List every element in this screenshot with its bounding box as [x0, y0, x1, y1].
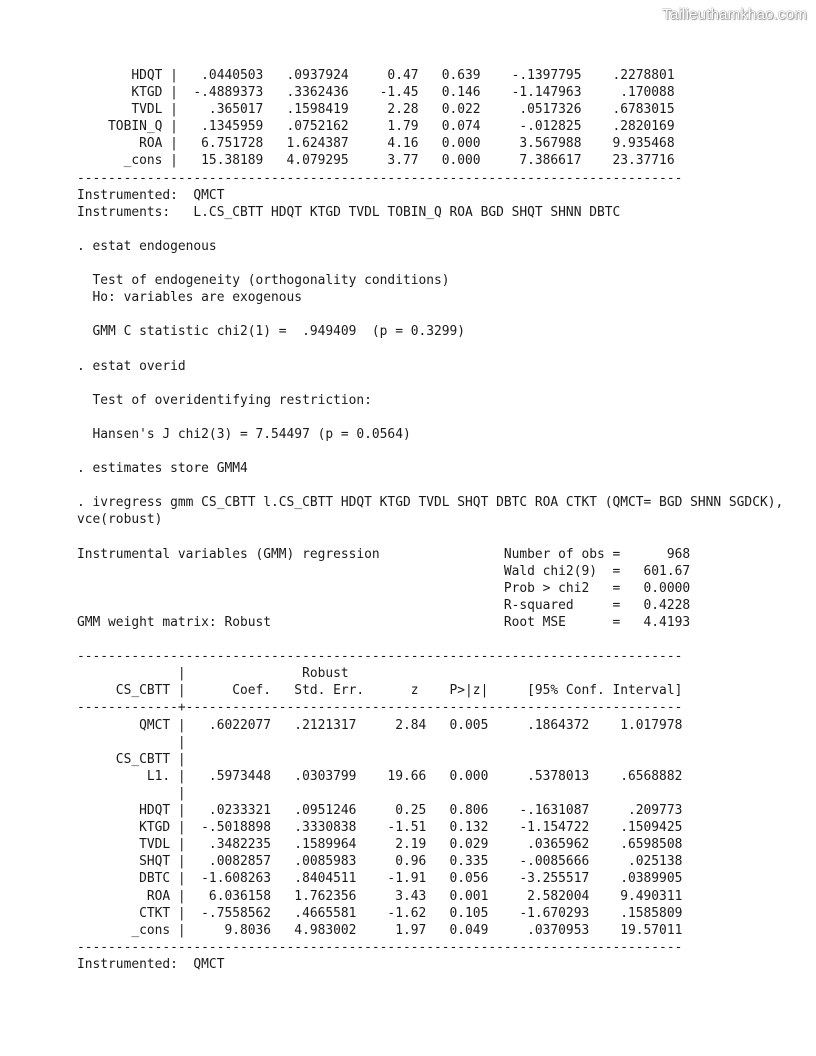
- output-line: CS_CBTT |: [77, 751, 186, 767]
- output-line: QMCT | .6022077 .2121317 2.84 0.005 .1864372 1.017978: [77, 717, 683, 733]
- output-line: . estimates store GMM4: [77, 461, 248, 477]
- output-line: -------------+----------------------------------------------------------------: [77, 700, 683, 716]
- output-line: . ivregress gmm CS_CBTT l.CS_CBTT HDQT KTGD TVDL SHQT DBTC ROA CTKT (QMCT= BGD SHNN SGDCK),: [77, 495, 784, 511]
- output-line: [77, 477, 783, 494]
- output-line: ROA | 6.751728 1.624387 4.16 0.000 3.567988 9.935468: [77, 136, 675, 152]
- output-line: Instruments: L.CS_CBTT HDQT KTGD TVDL TOBIN_Q ROA BGD SHQT SHNN DBTC: [77, 204, 621, 220]
- output-line: Prob > chi2 = 0.0000: [77, 580, 691, 596]
- output-line: [77, 409, 783, 426]
- output-line: Instrumented: QMCT: [77, 956, 225, 972]
- output-line: DBTC | -1.608263 .8404511 -1.91 0.056 -3.255517 .0389905: [77, 871, 683, 887]
- output-line: _cons | 9.8036 4.983002 1.97 0.049 .0370953 19.57011: [77, 922, 683, 938]
- output-line: Wald chi2(9) = 601.67: [77, 563, 691, 579]
- output-line: Instrumental variables (GMM) regression Number of obs = 968: [77, 546, 691, 562]
- output-line: . estat overid: [77, 358, 186, 374]
- output-line: [77, 631, 783, 648]
- output-line: Instrumented: QMCT: [77, 187, 225, 203]
- output-line: |: [77, 734, 186, 750]
- output-line: [77, 306, 783, 323]
- output-line: ------------------------------------------------------------------------------: [77, 170, 683, 186]
- output-line: ------------------------------------------------------------------------------: [77, 939, 683, 955]
- output-line: KTGD | -.5018898 .3330838 -1.51 0.132 -1.154722 .1509425: [77, 820, 683, 836]
- output-line: SHQT | .0082857 .0085983 0.96 0.335 -.0085666 .025138: [77, 854, 683, 870]
- watermark-text: Tailieuthamkhao.com: [662, 6, 807, 23]
- output-line: [77, 341, 783, 358]
- output-line: KTGD | -.4889373 .3362436 -1.45 0.146 -1.147963 .170088: [77, 85, 675, 101]
- output-line: TOBIN_Q | .1345959 .0752162 1.79 0.074 -.012825 .2820169: [77, 119, 675, 135]
- output-line: Hansen's J chi2(3) = 7.54497 (p = 0.0564): [77, 426, 411, 442]
- output-line: Ho: variables are exogenous: [77, 290, 303, 306]
- output-line: |: [77, 785, 186, 801]
- output-line: ------------------------------------------------------------------------------: [77, 649, 683, 665]
- stata-output: [77, 67, 783, 973]
- output-line: [77, 375, 783, 392]
- output-line: CS_CBTT | Coef. Std. Err. z P>|z| [95% Conf. Interval]: [77, 683, 683, 699]
- output-line: ROA | 6.036158 1.762356 3.43 0.001 2.582004 9.490311: [77, 888, 683, 904]
- output-line: [77, 529, 783, 546]
- output-line: _cons | 15.38189 4.079295 3.77 0.000 7.386617 23.37716: [77, 153, 675, 169]
- output-line: CTKT | -.7558562 .4665581 -1.62 0.105 -1.670293 .1585809: [77, 905, 683, 921]
- output-line: vce(robust): [77, 512, 163, 528]
- output-line: Test of overidentifying restriction:: [77, 392, 372, 408]
- output-line: R-squared = 0.4228: [77, 597, 691, 613]
- output-line: . estat endogenous: [77, 238, 217, 254]
- output-line: GMM weight matrix: Robust Root MSE = 4.4193: [77, 615, 691, 630]
- output-line: GMM C statistic chi2(1) = .949409 (p = 0.3299): [77, 324, 466, 340]
- output-line: TVDL | .365017 .1598419 2.28 0.022 .0517326 .6783015: [77, 102, 675, 118]
- output-line: | Robust: [77, 666, 349, 682]
- output-line: HDQT | .0233321 .0951246 0.25 0.806 -.1631087 .209773: [77, 803, 683, 819]
- output-line: [77, 221, 783, 238]
- output-line: [77, 443, 783, 460]
- output-line: [77, 255, 783, 272]
- output-line: Test of endogeneity (orthogonality conditions): [77, 273, 450, 289]
- output-line: TVDL | .3482235 .1589964 2.19 0.029 .0365962 .6598508: [77, 837, 683, 853]
- output-line: HDQT | .0440503 .0937924 0.47 0.639 -.1397795 .2278801: [77, 68, 675, 83]
- output-line: L1. | .5973448 .0303799 19.66 0.000 .5378013 .6568882: [77, 768, 683, 784]
